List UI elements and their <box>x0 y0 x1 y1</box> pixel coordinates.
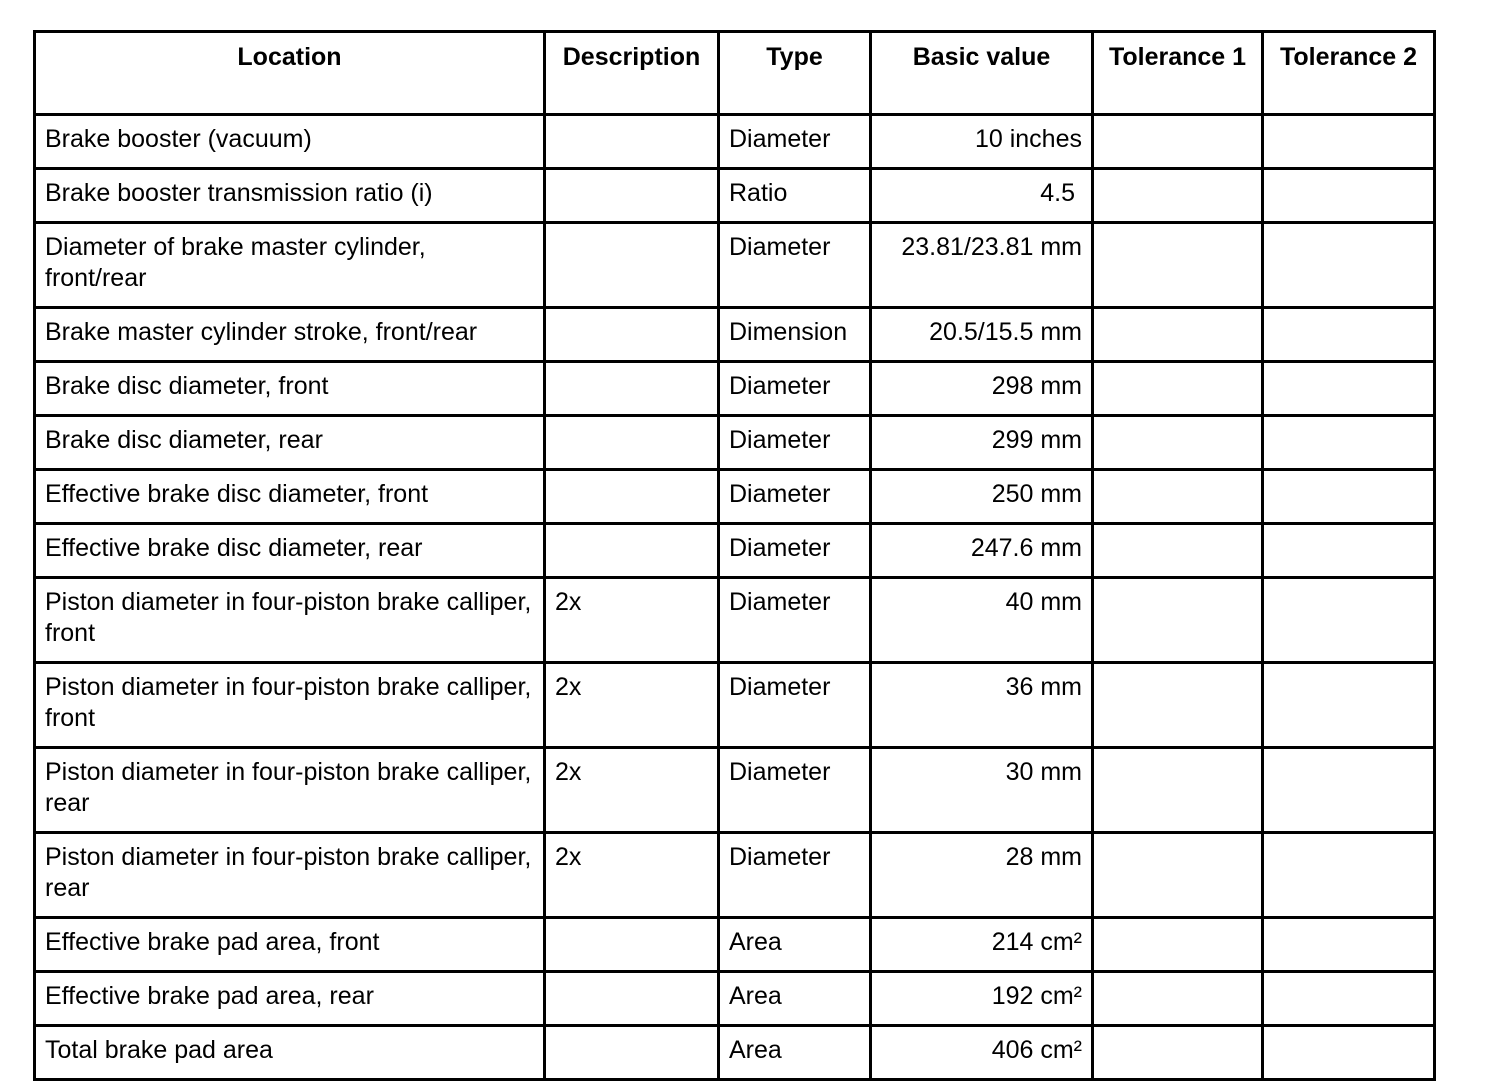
cell-description: 2x <box>545 578 719 663</box>
cell-location: Brake disc diameter, front <box>35 362 545 416</box>
cell-tolerance-1 <box>1093 578 1263 663</box>
cell-description <box>545 470 719 524</box>
cell-tolerance-2 <box>1263 748 1435 833</box>
cell-description: 2x <box>545 663 719 748</box>
header-description: Description <box>545 32 719 115</box>
header-row <box>35 32 1435 115</box>
cell-tolerance-1 <box>1093 833 1263 918</box>
cell-type: Diameter <box>719 663 871 748</box>
cell-location: Piston diameter in four-piston brake calliper, rear <box>35 833 545 918</box>
cell-tolerance-1 <box>1093 972 1263 1026</box>
cell-description <box>545 362 719 416</box>
cell-type: Diameter <box>719 833 871 918</box>
table-row <box>35 416 1435 470</box>
cell-location: Brake disc diameter, rear <box>35 416 545 470</box>
cell-description <box>545 416 719 470</box>
cell-description <box>545 1026 719 1080</box>
cell-location: Effective brake disc diameter, front <box>35 470 545 524</box>
cell-type: Diameter <box>719 470 871 524</box>
cell-description <box>545 918 719 972</box>
cell-description: 2x <box>545 748 719 833</box>
cell-tolerance-2 <box>1263 115 1435 169</box>
cell-type: Area <box>719 972 871 1026</box>
cell-type: Diameter <box>719 748 871 833</box>
cell-location: Brake booster (vacuum) <box>35 115 545 169</box>
cell-description: 2x <box>545 833 719 918</box>
cell-type: Diameter <box>719 115 871 169</box>
table-row <box>35 470 1435 524</box>
cell-basic-value: 40 mm <box>871 578 1093 663</box>
cell-basic-value: 299 mm <box>871 416 1093 470</box>
table-row <box>35 972 1435 1026</box>
cell-tolerance-1 <box>1093 416 1263 470</box>
cell-basic-value: 28 mm <box>871 833 1093 918</box>
header-tolerance-2: Tolerance 2 <box>1263 32 1435 115</box>
cell-tolerance-1 <box>1093 223 1263 308</box>
cell-basic-value: 20.5/15.5 mm <box>871 308 1093 362</box>
table-row <box>35 918 1435 972</box>
cell-tolerance-2 <box>1263 663 1435 748</box>
cell-description <box>545 169 719 223</box>
cell-location: Brake master cylinder stroke, front/rear <box>35 308 545 362</box>
cell-location: Piston diameter in four-piston brake calliper, front <box>35 663 545 748</box>
cell-location: Brake booster transmission ratio (i) <box>35 169 545 223</box>
cell-type: Diameter <box>719 223 871 308</box>
cell-type: Dimension <box>719 308 871 362</box>
cell-basic-value: 192 cm² <box>871 972 1093 1026</box>
cell-tolerance-2 <box>1263 169 1435 223</box>
cell-tolerance-2 <box>1263 223 1435 308</box>
cell-tolerance-2 <box>1263 972 1435 1026</box>
cell-tolerance-2 <box>1263 833 1435 918</box>
cell-tolerance-2 <box>1263 308 1435 362</box>
cell-tolerance-1 <box>1093 1026 1263 1080</box>
cell-basic-value: 10 inches <box>871 115 1093 169</box>
cell-tolerance-1 <box>1093 524 1263 578</box>
cell-description <box>545 972 719 1026</box>
cell-tolerance-2 <box>1263 470 1435 524</box>
header-location: Location <box>35 32 545 115</box>
cell-tolerance-1 <box>1093 169 1263 223</box>
cell-location: Effective brake pad area, front <box>35 918 545 972</box>
table-row <box>35 169 1435 223</box>
cell-basic-value: 214 cm² <box>871 918 1093 972</box>
cell-basic-value: 250 mm <box>871 470 1093 524</box>
table-row <box>35 1026 1435 1080</box>
cell-location: Piston diameter in four-piston brake calliper, front <box>35 578 545 663</box>
cell-location: Diameter of brake master cylinder, front/rear <box>35 223 545 308</box>
cell-type: Area <box>719 1026 871 1080</box>
cell-basic-value: 406 cm² <box>871 1026 1093 1080</box>
cell-location: Piston diameter in four-piston brake calliper, rear <box>35 748 545 833</box>
cell-tolerance-2 <box>1263 918 1435 972</box>
header-type: Type <box>719 32 871 115</box>
cell-description <box>545 524 719 578</box>
header-basic-value: Basic value <box>871 32 1093 115</box>
cell-type: Ratio <box>719 169 871 223</box>
cell-tolerance-1 <box>1093 362 1263 416</box>
cell-tolerance-1 <box>1093 308 1263 362</box>
cell-type: Diameter <box>719 524 871 578</box>
brake-specification-table <box>33 30 1436 1081</box>
cell-basic-value: 30 mm <box>871 748 1093 833</box>
cell-basic-value: 36 mm <box>871 663 1093 748</box>
cell-tolerance-1 <box>1093 663 1263 748</box>
table-row <box>35 748 1435 833</box>
cell-type: Area <box>719 918 871 972</box>
cell-location: Total brake pad area <box>35 1026 545 1080</box>
table-row <box>35 362 1435 416</box>
table-row <box>35 223 1435 308</box>
cell-tolerance-2 <box>1263 362 1435 416</box>
cell-type: Diameter <box>719 416 871 470</box>
cell-tolerance-2 <box>1263 416 1435 470</box>
table-row <box>35 308 1435 362</box>
table-row <box>35 833 1435 918</box>
cell-tolerance-1 <box>1093 748 1263 833</box>
table-row <box>35 524 1435 578</box>
cell-tolerance-2 <box>1263 524 1435 578</box>
cell-location: Effective brake pad area, rear <box>35 972 545 1026</box>
cell-basic-value: 247.6 mm <box>871 524 1093 578</box>
cell-tolerance-1 <box>1093 470 1263 524</box>
cell-description <box>545 115 719 169</box>
cell-type: Diameter <box>719 362 871 416</box>
cell-tolerance-1 <box>1093 115 1263 169</box>
table-row <box>35 115 1435 169</box>
cell-type: Diameter <box>719 578 871 663</box>
cell-description <box>545 308 719 362</box>
cell-tolerance-2 <box>1263 578 1435 663</box>
cell-description <box>545 223 719 308</box>
table-row <box>35 578 1435 663</box>
header-tolerance-1: Tolerance 1 <box>1093 32 1263 115</box>
cell-tolerance-1 <box>1093 918 1263 972</box>
cell-basic-value: 4.5 <box>871 169 1093 223</box>
cell-basic-value: 298 mm <box>871 362 1093 416</box>
cell-tolerance-2 <box>1263 1026 1435 1080</box>
table-row <box>35 663 1435 748</box>
cell-basic-value: 23.81/23.81 mm <box>871 223 1093 308</box>
cell-location: Effective brake disc diameter, rear <box>35 524 545 578</box>
